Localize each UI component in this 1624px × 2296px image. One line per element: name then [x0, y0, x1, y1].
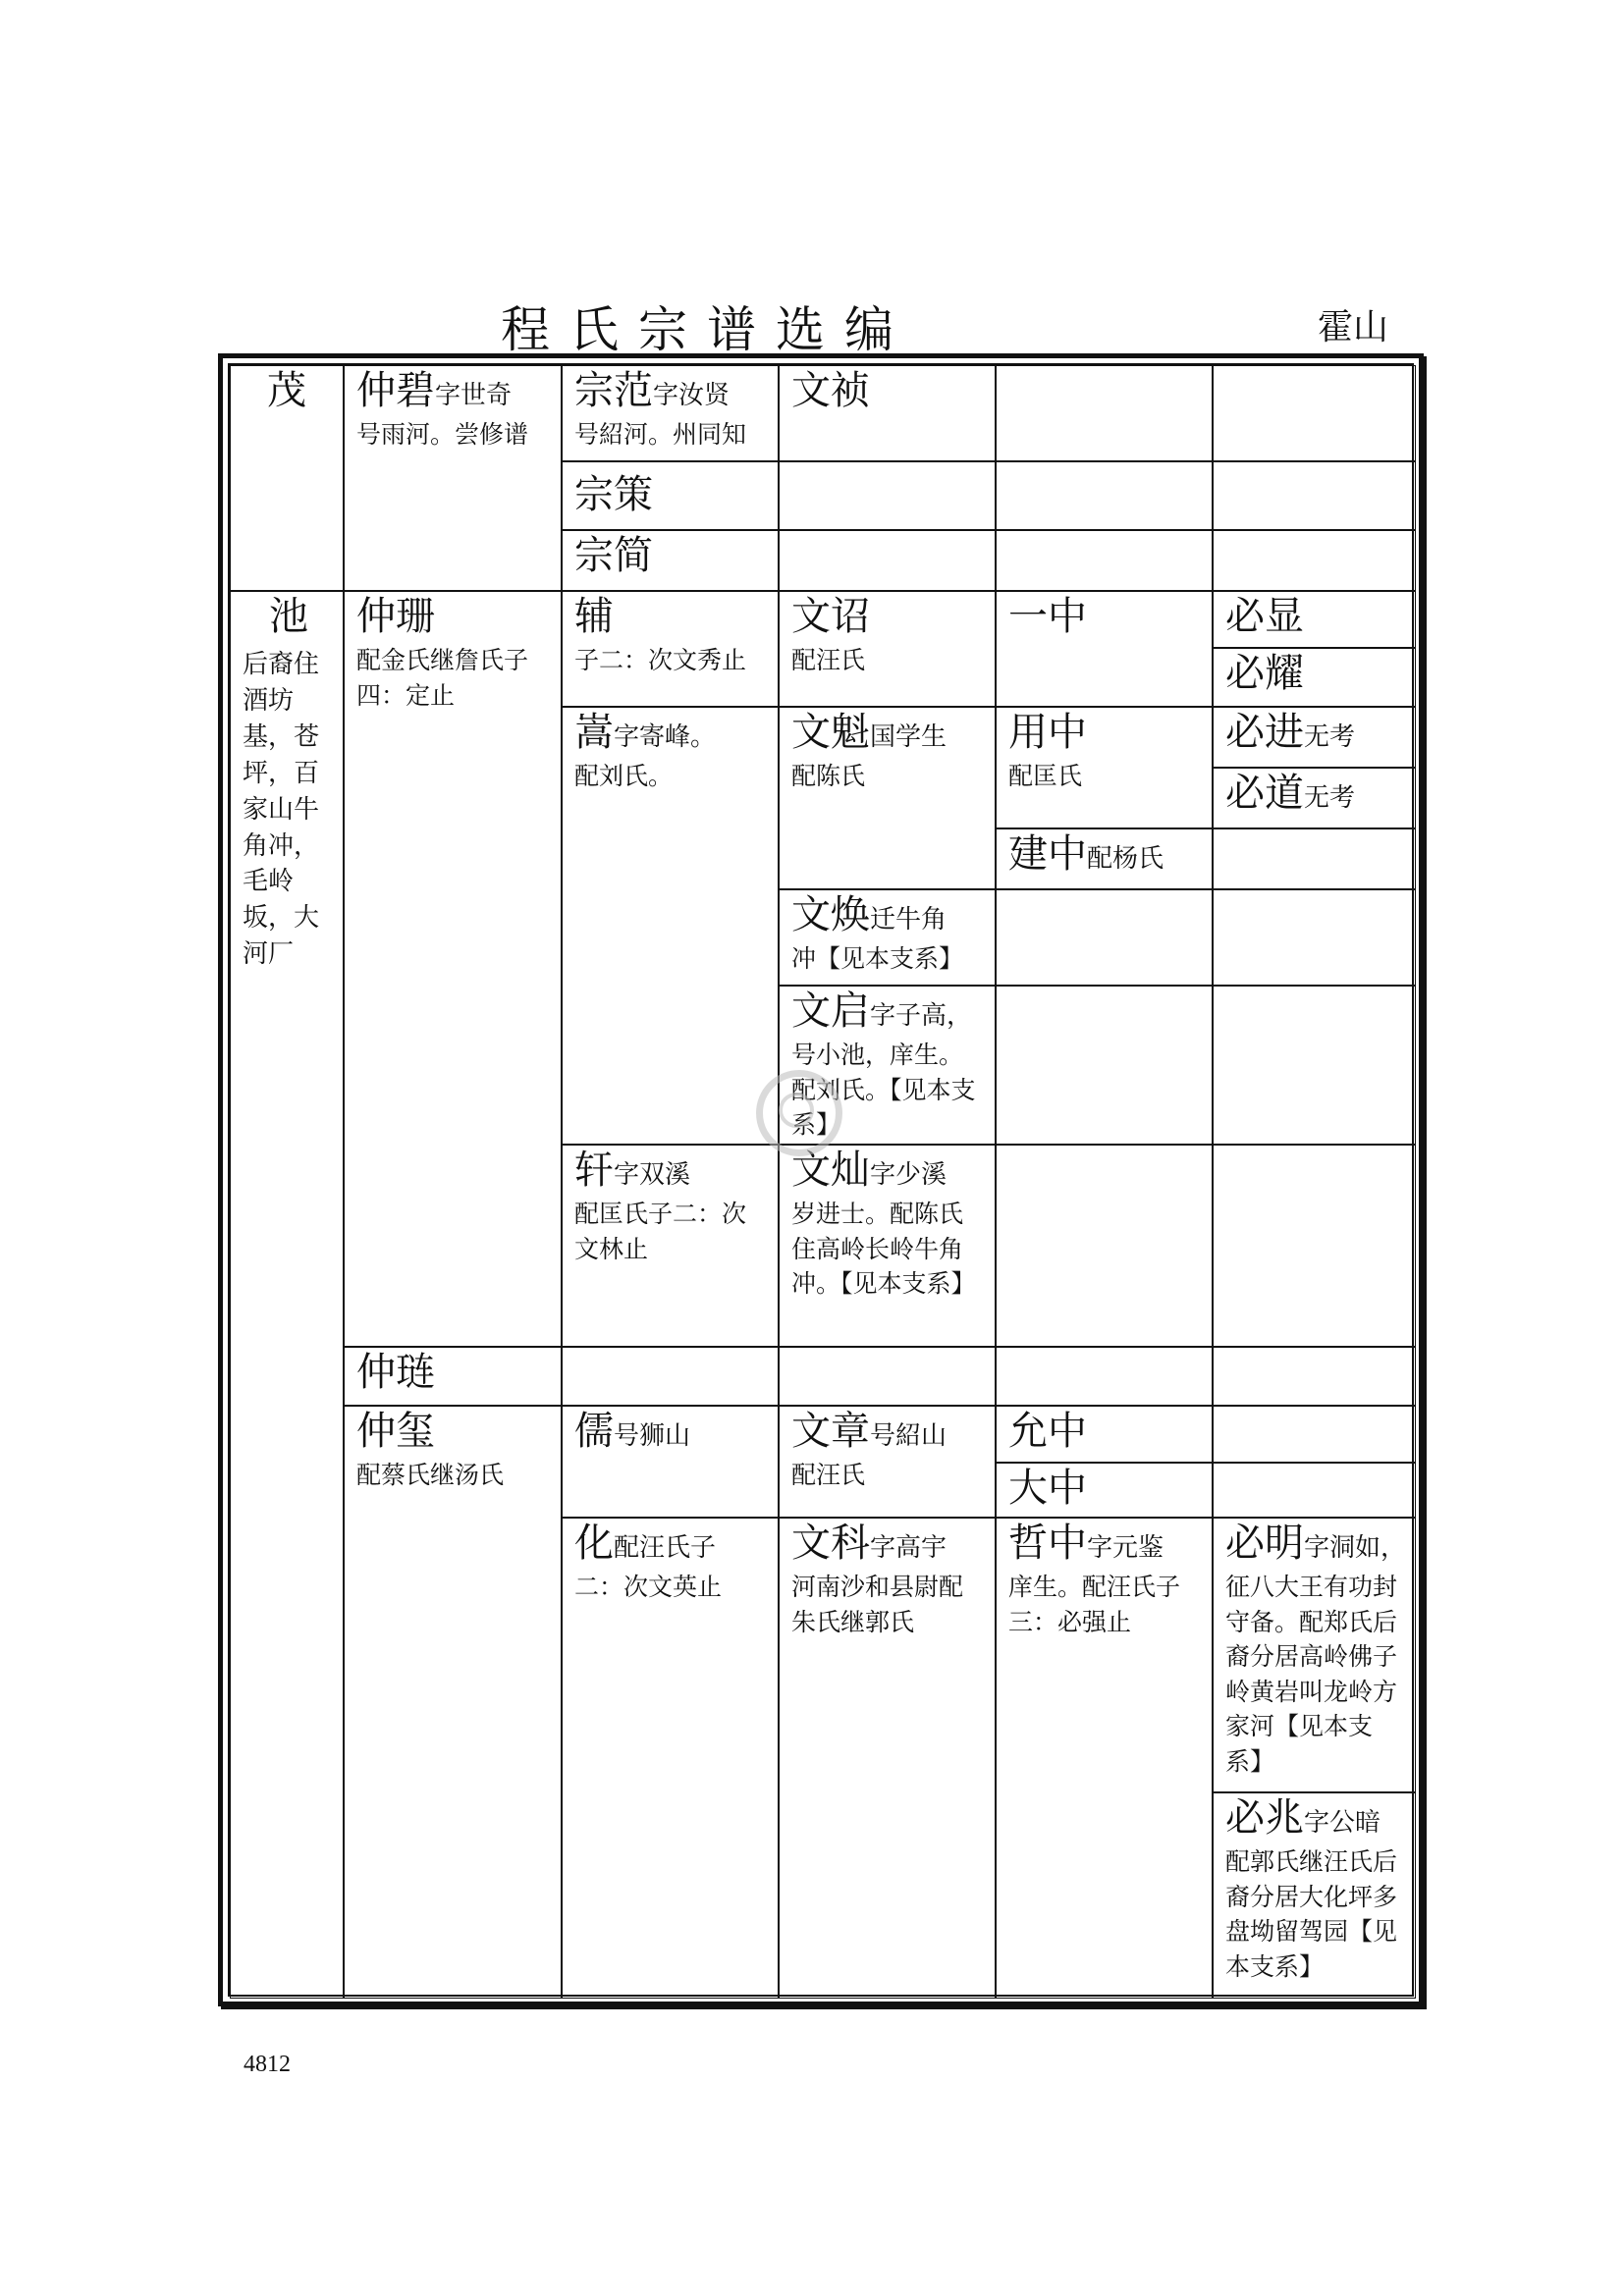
table-cell: [1213, 1406, 1416, 1463]
table-cell: [562, 530, 779, 591]
person-name: 轩: [574, 1148, 614, 1193]
person-note: 号雨河。尝修谱: [356, 420, 529, 449]
person-name: 建中: [1008, 831, 1087, 877]
table-cell: [1213, 986, 1416, 1145]
person-name: 必耀: [1225, 651, 1304, 696]
person-inline-note: 字洞如，: [1304, 1533, 1407, 1563]
person-inline-note: 字高宇: [870, 1533, 947, 1563]
person-note: 配蔡氏继汤氏: [356, 1461, 505, 1489]
person-name: 辅: [574, 594, 614, 639]
table-cell: [996, 1518, 1213, 1999]
table-cell: [230, 591, 344, 1999]
ancestor-name: 茂: [267, 368, 306, 413]
person-note: 征八大王有功封守备。配郑氏后裔分居高岭佛子岭黄岩叫龙岭方家河【见本支系】: [1225, 1573, 1398, 1776]
person-inline-note: 号紹山: [870, 1421, 947, 1451]
table-cell: [344, 591, 562, 1347]
table-cell: [779, 365, 996, 461]
person-inline-note: 号狮山: [614, 1421, 691, 1451]
region-label: 霍山: [1318, 307, 1389, 347]
person-name: 文祯: [791, 368, 870, 413]
table-cell: [1213, 707, 1416, 768]
table-cell: [996, 889, 1213, 986]
ancestor-note: 后裔住酒坊基，苍坪，百家山牛角冲，毛岭坂，大河厂: [243, 650, 320, 970]
person-note: 冲【见本支系】: [791, 944, 964, 973]
table-cell: [1213, 365, 1416, 461]
table-cell: [1213, 1518, 1416, 1792]
page-title: 程氏宗谱选编: [501, 301, 913, 358]
table-cell: [1213, 1792, 1416, 1999]
person-inline-note: 字元鉴: [1087, 1533, 1164, 1563]
person-note: 二：次文英止: [574, 1573, 723, 1601]
person-name: 大中: [1008, 1466, 1087, 1511]
person-inline-note: 字子高，: [870, 1001, 973, 1031]
person-note: 号小池，庠生。配刘氏。【见本支系】: [791, 1041, 976, 1139]
table-cell: [996, 1406, 1213, 1463]
table-cell: [562, 461, 779, 530]
person-inline-note: 字公暗: [1304, 1808, 1381, 1838]
person-name: 宗策: [574, 472, 653, 517]
ancestor-name: 池: [269, 594, 308, 639]
table-cell: [562, 1518, 779, 1999]
person-name: 仲碧: [356, 368, 435, 413]
person-inline-note: 无考: [1304, 783, 1356, 813]
table-cell: [779, 1145, 996, 1347]
person-name: 用中: [1008, 710, 1087, 755]
table-cell: [779, 889, 996, 986]
person-name: 仲玺: [356, 1409, 435, 1454]
table-cell: [996, 461, 1213, 530]
table-cell: [996, 986, 1213, 1145]
person-note: 岁进士。配陈氏住高岭长岭牛角冲。【见本支系】: [791, 1200, 976, 1298]
person-note: 配汪氏: [791, 646, 866, 674]
table-cell: [1213, 1145, 1416, 1347]
person-inline-note: 无考: [1304, 722, 1356, 752]
table-cell: [996, 1347, 1213, 1406]
person-note: 配陈氏: [791, 762, 866, 790]
table-cell: [562, 707, 779, 1145]
table-cell: [1213, 889, 1416, 986]
table-cell: [1213, 1463, 1416, 1518]
person-inline-note: 迁牛角: [870, 905, 947, 934]
table-cell: [230, 365, 344, 591]
person-inline-note: 字汝贤: [653, 381, 731, 410]
person-note: 配金氏继詹氏子四：定止: [356, 646, 529, 710]
person-note: 庠生。配汪氏子三：必强止: [1008, 1573, 1181, 1636]
person-name: 文焕: [791, 892, 870, 937]
person-name: 文魁: [791, 710, 870, 755]
table-cell: [779, 1518, 996, 1999]
table-cell: [562, 1406, 779, 1518]
person-name: 必显: [1225, 594, 1304, 639]
table-cell: [996, 828, 1213, 889]
table-cell: [344, 1347, 562, 1406]
table-cell: [344, 365, 562, 591]
table-cell: [344, 1406, 562, 1999]
table-cell: [562, 1145, 779, 1347]
person-inline-note: 配汪氏子: [614, 1533, 717, 1563]
person-inline-note: 配杨氏: [1087, 844, 1164, 874]
person-inline-note: 字双溪: [614, 1160, 691, 1190]
person-name: 文章: [791, 1409, 870, 1454]
person-name: 仲珊: [356, 594, 435, 639]
person-name: 一中: [1008, 594, 1087, 639]
person-name: 文诏: [791, 594, 870, 639]
genealogy-table: [228, 363, 1414, 1997]
person-note: 配汪氏: [791, 1461, 866, 1489]
person-name: 必明: [1225, 1521, 1304, 1566]
person-name: 嵩: [574, 710, 614, 755]
person-name: 文启: [791, 988, 870, 1034]
watermark-seal: [756, 1070, 842, 1156]
person-note: 配刘氏。: [574, 762, 674, 790]
table-cell: [779, 707, 996, 889]
table-cell: [996, 365, 1213, 461]
table-cell: [779, 461, 996, 530]
table-cell: [562, 591, 779, 707]
table-cell: [562, 365, 779, 461]
person-name: 文灿: [791, 1148, 870, 1193]
table-cell: [1213, 648, 1416, 707]
table-cell: [562, 1347, 779, 1406]
person-note: 号紹河。州同知: [574, 420, 747, 449]
person-note: 配郭氏继汪氏后裔分居大化坪多盘坳留驾园【见本支系】: [1225, 1847, 1398, 1981]
table-cell: [779, 1347, 996, 1406]
table-cell: [996, 707, 1213, 828]
person-inline-note: 字世奇: [435, 381, 513, 410]
table-cell: [1213, 828, 1416, 889]
person-name: 化: [574, 1521, 614, 1566]
person-name: 仲琏: [356, 1350, 435, 1395]
person-inline-note: 国学生: [870, 722, 947, 752]
person-note: 子二：次文秀止: [574, 646, 747, 674]
table-cell: [1213, 461, 1416, 530]
table-cell: [779, 1406, 996, 1518]
table-cell: [1213, 1347, 1416, 1406]
person-name: 哲中: [1008, 1521, 1087, 1566]
person-note: 配匡氏: [1008, 762, 1083, 790]
person-note: 河南沙和县尉配朱氏继郭氏: [791, 1573, 964, 1636]
person-inline-note: 字寄峰。: [614, 722, 717, 752]
person-note: 配匡氏子二：次文林止: [574, 1200, 747, 1263]
person-name: 宗范: [574, 368, 653, 413]
table-cell: [996, 530, 1213, 591]
person-inline-note: 字少溪: [870, 1160, 947, 1190]
person-name: 文科: [791, 1521, 870, 1566]
person-name: 必道: [1225, 771, 1304, 816]
table-cell: [996, 1145, 1213, 1347]
table-cell: [1213, 591, 1416, 648]
person-name: 允中: [1008, 1409, 1087, 1454]
table-cell: [1213, 768, 1416, 828]
person-name: 儒: [574, 1409, 614, 1454]
table-cell: [996, 591, 1213, 707]
table-cell: [1213, 530, 1416, 591]
person-name: 必兆: [1225, 1795, 1304, 1841]
page-number: 4812: [244, 2052, 291, 2077]
person-name: 宗简: [574, 533, 653, 578]
table-cell: [779, 591, 996, 707]
table-cell: [996, 1463, 1213, 1518]
table-cell: [779, 530, 996, 591]
person-name: 必进: [1225, 710, 1304, 755]
